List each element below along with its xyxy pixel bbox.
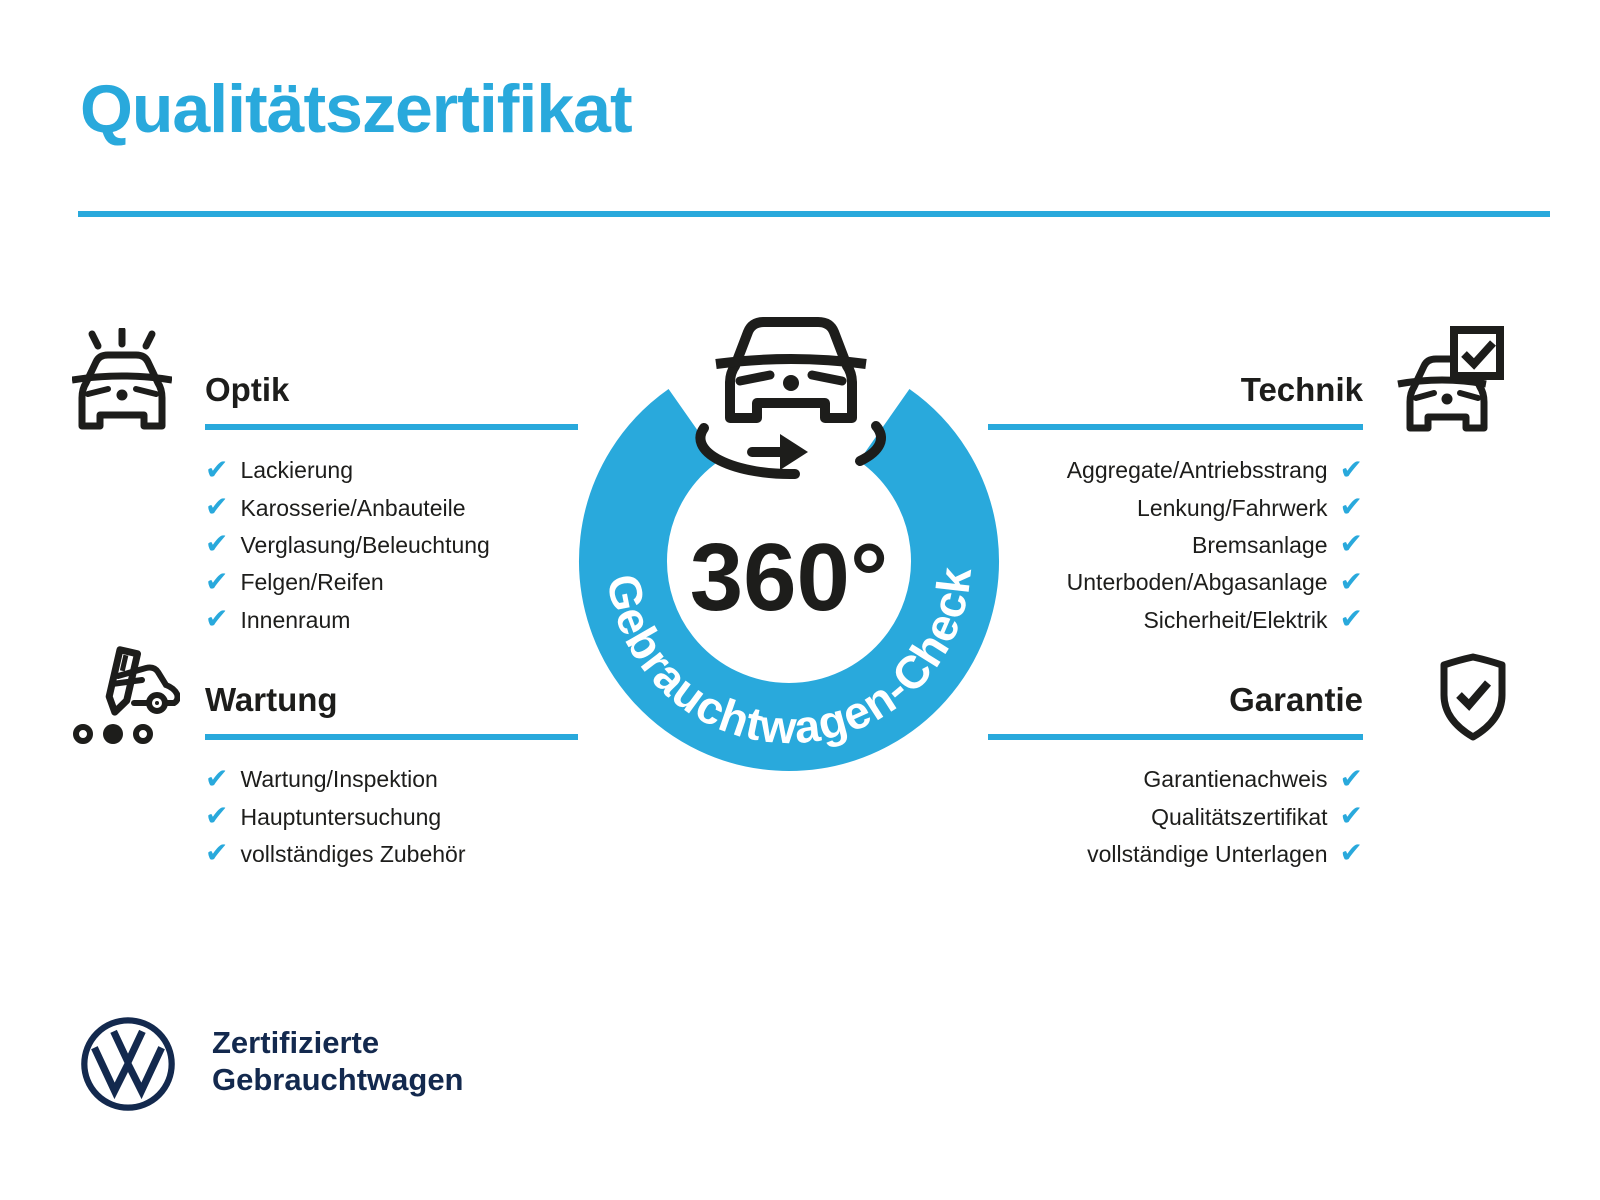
section-rule-garantie — [988, 734, 1363, 740]
checklist-item — [1067, 452, 1363, 489]
checklist-label: Bremsanlage — [1192, 531, 1328, 558]
section-rule-optik — [205, 424, 578, 430]
wartung-checklist — [205, 761, 466, 873]
checklist-label: Wartung/Inspektion — [240, 766, 438, 793]
checklist-label: Verglasung/Beleuchtung — [240, 531, 490, 558]
check-icon: ✔ — [205, 799, 229, 833]
checklist-item — [205, 761, 466, 798]
section-heading-garantie: Garantie — [1229, 681, 1363, 718]
check-icon: ✔ — [1339, 836, 1363, 870]
checklist-item — [205, 564, 490, 601]
section-rule-wartung — [205, 734, 578, 740]
check-icon: ✔ — [1339, 761, 1363, 795]
checklist-item — [205, 798, 466, 835]
360-check-badge — [540, 278, 1040, 793]
checklist-item — [1143, 761, 1363, 798]
checklist-label: Aggregate/Antriebsstrang — [1066, 457, 1328, 484]
checklist-label: Garantienachweis — [1143, 766, 1328, 793]
check-icon: ✔ — [1339, 799, 1363, 833]
checklist-label: Lackierung — [240, 457, 353, 484]
checklist-label: vollständiges Zubehör — [240, 840, 466, 867]
check-icon: ✔ — [1339, 602, 1363, 636]
section-rule-technik — [988, 424, 1363, 430]
checklist-item — [1067, 564, 1363, 601]
vw-logo — [80, 1016, 176, 1112]
badge-ring-text: Gebrauchtwagen-Check — [597, 563, 982, 754]
car-rotation-icon — [700, 322, 881, 474]
checklist-label: vollständige Unterlagen — [1087, 840, 1328, 867]
checklist-label: Lenkung/Fahrwerk — [1137, 494, 1328, 521]
footer-brand-line1: Zertifizierte — [212, 1025, 380, 1060]
footer-brand-line2: Gebrauchtwagen — [212, 1062, 464, 1097]
optik-checklist — [205, 452, 490, 639]
checklist-label: Hauptuntersuchung — [240, 803, 442, 830]
section-heading-optik: Optik — [205, 371, 290, 408]
section-heading-technik: Technik — [1240, 371, 1363, 408]
check-icon: ✔ — [205, 527, 229, 561]
check-icon: ✔ — [205, 490, 229, 524]
check-icon: ✔ — [1339, 527, 1363, 561]
checklist-item — [1143, 602, 1363, 639]
badge-center-text: 360° — [689, 524, 889, 631]
checklist-item — [205, 836, 466, 873]
checklist-label: Felgen/Reifen — [240, 569, 384, 596]
checklist-label: Karosserie/Anbauteile — [240, 494, 466, 521]
page-title: Qualitätszertifikat — [80, 71, 632, 147]
checklist-item — [205, 602, 490, 639]
check-icon: ✔ — [1339, 452, 1363, 486]
checklist-label: Unterboden/Abgasanlage — [1066, 569, 1328, 596]
check-icon: ✔ — [205, 564, 229, 598]
title-divider — [78, 211, 1550, 217]
checklist-item — [205, 527, 490, 564]
check-icon: ✔ — [205, 452, 229, 486]
check-icon: ✔ — [205, 602, 229, 636]
checklist-label: Qualitätszertifikat — [1151, 803, 1328, 830]
check-icon: ✔ — [1339, 490, 1363, 524]
checklist-item — [205, 489, 490, 526]
pencil-van-icon — [62, 638, 180, 746]
checklist-item — [1192, 527, 1363, 564]
garantie-checklist — [1087, 761, 1363, 873]
car-shine-icon — [72, 328, 172, 430]
car-checkbox-icon — [1396, 326, 1506, 434]
check-icon: ✔ — [1339, 564, 1363, 598]
shield-check-icon — [1438, 652, 1508, 742]
checklist-label: Sicherheit/Elektrik — [1143, 606, 1328, 633]
check-icon: ✔ — [205, 761, 229, 795]
section-heading-wartung: Wartung — [205, 681, 338, 718]
checklist-item — [205, 452, 490, 489]
checklist-item — [1087, 836, 1363, 873]
check-icon: ✔ — [205, 836, 229, 870]
checklist-label: Innenraum — [240, 606, 351, 633]
technik-checklist — [1067, 452, 1363, 639]
footer-brand-text — [212, 1024, 464, 1098]
checklist-item — [1151, 798, 1363, 835]
checklist-item — [1137, 489, 1363, 526]
